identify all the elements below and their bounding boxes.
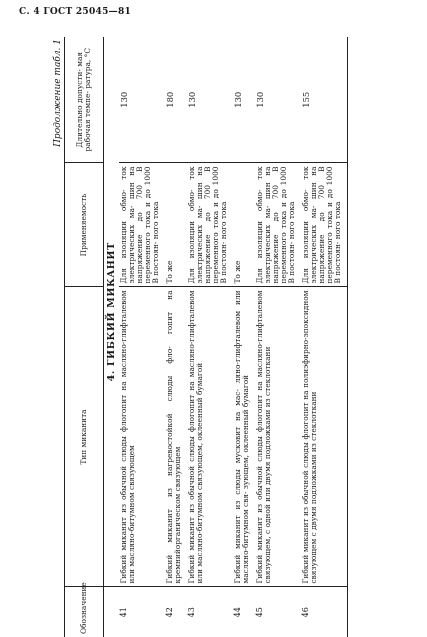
designation-cell: 45 [255,607,265,618]
designation-cell: 42 [165,607,175,618]
column-header-type: Тип миканита [65,287,104,587]
rotated-page-area [51,37,426,637]
column-header-temperature: Длительно допусти- мая рабочая темпе- ратура, °С [65,37,104,163]
temperature-cell: 130 [233,37,255,163]
page-header: С. 4 ГОСТ 25045—81 [19,7,132,17]
temperature-cell: 130 [119,37,165,163]
type-cell: Гибкий миканит из нагревостойкой слюды фло- гопит на кремнийорганическом связующем [165,287,187,587]
table-row [255,37,301,637]
table-continuation-label: Продолжение табл. 1 [53,39,63,147]
table-row [187,37,233,637]
mica-types-table [64,37,348,637]
type-cell: Гибкий миканит из обычной слюды флогопит на масляно-глифталевом или масляно-битумном связующем [119,287,165,587]
application-cell: Для изоляции обмо- ток электрических ма- шин на напряжение до 700 В переменного тока и до 1000 В постоян- ного тока [119,163,165,287]
type-cell: Гибкий миканит из обычной слюды флогопит на масляно-глифталевом связующем, с одной или двумя подложками из стеклоткани [255,287,301,587]
temperature-cell: 130 [255,37,301,163]
section-row [104,37,120,637]
application-cell: Для изоляции обмо- ток электрических ма- шин на напряжение до 700 В переменного тока и до 1000 В постоян- ного тока [301,163,347,287]
application-cell: Для изоляции обмо- ток электрических ма- шин на напряжение до 700 В переменного тока и до 1000 В постоян- ного тока [255,163,301,287]
type-cell: Гибкий миканит из обычной слюды флогопит на масляно-глифталевом или масляно-битумном связующем, оклеенный бумагой [187,287,233,587]
application-cell: То же [165,163,187,287]
table-region [51,37,426,637]
table-row [301,37,347,637]
table-row [233,37,255,637]
column-header-designation: Обозначение [65,587,104,637]
table-header-row [65,37,104,637]
designation-cell: 43 [187,607,197,618]
column-header-application: Применяемость [65,163,104,287]
designation-cell: 41 [119,607,129,618]
table-row [165,37,187,637]
table-row [119,37,165,637]
designation-cell: 46 [301,587,347,637]
designation-cell: 44 [233,607,243,618]
type-cell: Гибкий миканит из слюды мусковит на мас- ляно-глифталевом или масляно-битумном свя- зующем, оклеенный бумагой [233,287,255,587]
temperature-cell: 130 [187,37,233,163]
application-cell: То же [233,163,255,287]
section-title: 4. ГИБКИЙ МИКАНИТ [104,37,120,587]
application-cell: Для изоляции обмо- ток электрических ма- шин на напряжение до 700 В переменного тока и до 1000 В постоян- ного тока [187,163,233,287]
temperature-cell: 180 [165,37,187,163]
type-cell: Гибкий миканит из обычной слюды флогопит на полиэфирно-эпоксидном связующем с двумя подложками из стеклоткани [301,287,347,587]
temperature-cell: 155 [301,37,347,163]
